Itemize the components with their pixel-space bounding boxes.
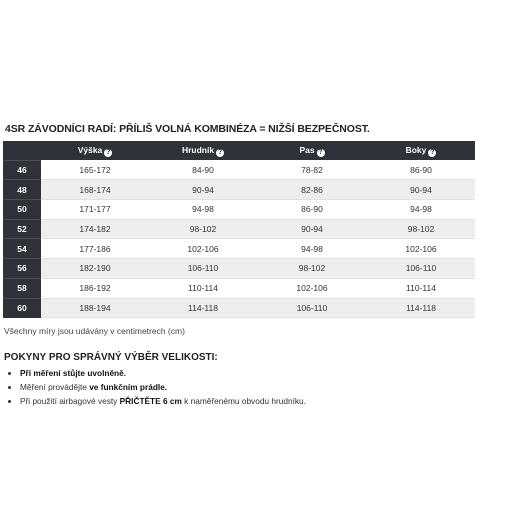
units-note: Všechny míry jsou udávány v centimetrech (cm) — [4, 326, 185, 337]
table-row — [3, 200, 475, 220]
pas-cell: 106-110 — [257, 298, 367, 318]
list-item: • Při použití airbagové vesty PŘIČTĚTE 6 cm k naměřenému obvodu hrudníku. — [20, 396, 520, 406]
table-row — [3, 219, 475, 239]
size-table — [3, 141, 475, 318]
hrudnik-cell: 94-98 — [149, 200, 257, 220]
size-chart-section — [0, 123, 520, 410]
hrudnik-cell: 106-110 — [149, 259, 257, 279]
vyska-cell: 182-190 — [41, 259, 149, 279]
pas-cell: 94-98 — [257, 239, 367, 259]
question-circle-icon[interactable]: ? — [217, 148, 223, 156]
boky-cell: 86-90 — [367, 160, 475, 180]
hrudnik-cell: 84-90 — [149, 160, 257, 180]
size-cell: 46 — [3, 160, 41, 180]
header-boky: Boky ? — [367, 141, 475, 160]
table-row — [3, 298, 475, 318]
question-circle-icon[interactable]: ? — [430, 148, 435, 156]
vyska-cell: 168-174 — [41, 180, 149, 200]
boky-cell: 106-110 — [367, 259, 475, 279]
question-circle-icon[interactable]: ? — [318, 148, 323, 156]
boky-cell: 110-114 — [367, 278, 475, 298]
header-hrudnik: Hrudník ? — [149, 141, 257, 160]
boky-cell: 94-98 — [367, 200, 475, 220]
pas-cell: 98-102 — [257, 259, 367, 279]
size-cell: 60 — [3, 298, 41, 318]
size-cell: 48 — [3, 180, 41, 200]
page-title: 4SR ZÁVODNÍCI RADÍ: PŘÍLIŠ VOLNÁ KOMBINÉZA = NIŽŠÍ BEZPEČNOST. — [5, 123, 370, 135]
size-table-body — [3, 160, 475, 318]
vyska-cell: 165-172 — [41, 160, 149, 180]
vyska-cell: 171-177 — [41, 200, 149, 220]
size-cell: 58 — [3, 278, 41, 298]
vyska-cell: 188-194 — [41, 298, 149, 318]
instructions-title: POKYNY PRO SPRÁVNÝ VÝBĚR VELIKOSTI: — [4, 352, 218, 364]
pas-cell: 78-82 — [257, 160, 367, 180]
question-circle-icon[interactable]: ? — [106, 148, 111, 156]
instructions-list — [0, 368, 520, 406]
vyska-cell: 174-182 — [41, 219, 149, 239]
table-row — [3, 278, 475, 298]
boky-cell: 114-118 — [367, 298, 475, 318]
size-cell: 54 — [3, 239, 41, 259]
pas-cell: 82-86 — [257, 180, 367, 200]
pas-cell: 86-90 — [257, 200, 367, 220]
boky-cell: 90-94 — [367, 180, 475, 200]
size-cell: 50 — [3, 200, 41, 220]
table-row — [3, 239, 475, 259]
hrudnik-cell: 110-114 — [149, 278, 257, 298]
header-vyska: Výška ? — [41, 141, 149, 160]
size-cell: 52 — [3, 219, 41, 239]
boky-cell: 98-102 — [367, 219, 475, 239]
boky-cell: 102-106 — [367, 239, 475, 259]
pas-cell: 90-94 — [257, 219, 367, 239]
hrudnik-cell: 114-118 — [149, 298, 257, 318]
hrudnik-cell: 98-102 — [149, 219, 257, 239]
hrudnik-cell: 102-106 — [149, 239, 257, 259]
size-cell: 56 — [3, 259, 41, 279]
pas-cell: 102-106 — [257, 278, 367, 298]
header-corner — [3, 141, 41, 160]
list-item: • Měření provádějte ve funkčním prádle. — [20, 382, 520, 392]
hrudnik-cell: 90-94 — [149, 180, 257, 200]
table-row — [3, 180, 475, 200]
list-item: • Při měření stůjte uvolněně. — [20, 368, 520, 378]
table-row — [3, 160, 475, 180]
header-pas: Pas ? — [257, 141, 367, 160]
size-table-header — [3, 141, 475, 160]
table-row — [3, 259, 475, 279]
vyska-cell: 186-192 — [41, 278, 149, 298]
vyska-cell: 177-186 — [41, 239, 149, 259]
